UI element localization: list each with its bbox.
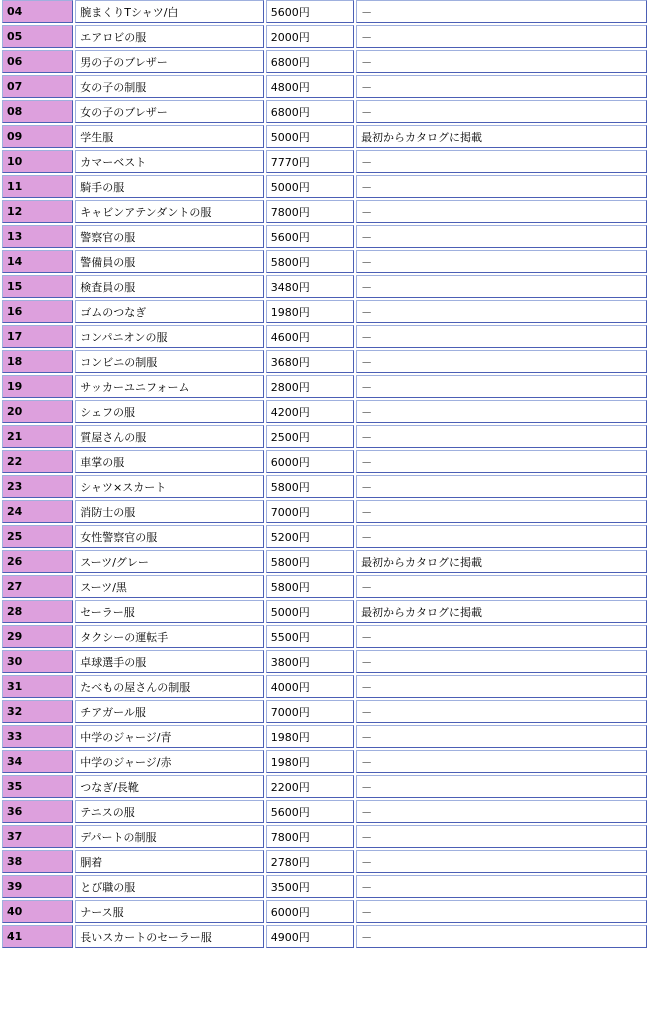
costume-price: 1980円 (266, 750, 354, 773)
table-row (2, 550, 647, 573)
row-number: 32 (2, 700, 73, 723)
row-number: 29 (2, 625, 73, 648)
table-row (2, 275, 647, 298)
costume-note: － (356, 925, 647, 948)
costume-price: 7000円 (266, 700, 354, 723)
costume-note: － (356, 725, 647, 748)
costume-price: 3500円 (266, 875, 354, 898)
table-row (2, 100, 647, 123)
row-number: 30 (2, 650, 73, 673)
costume-price: 3680円 (266, 350, 354, 373)
costume-price: 5600円 (266, 0, 354, 23)
costume-note: － (356, 900, 647, 923)
costume-price: 4800円 (266, 75, 354, 98)
costume-price: 6000円 (266, 450, 354, 473)
costume-note: － (356, 700, 647, 723)
costume-price: 6000円 (266, 900, 354, 923)
costume-price: 7800円 (266, 200, 354, 223)
costume-price: 3480円 (266, 275, 354, 298)
row-number: 08 (2, 100, 73, 123)
costume-name: 消防士の服 (75, 500, 264, 523)
costume-price: 5800円 (266, 575, 354, 598)
costume-name: つなぎ/長靴 (75, 775, 264, 798)
costume-note: － (356, 575, 647, 598)
costume-name: 車掌の服 (75, 450, 264, 473)
row-number: 04 (2, 0, 73, 23)
costume-price: 5500円 (266, 625, 354, 648)
costume-name: 腕まくりTシャツ/白 (75, 0, 264, 23)
costume-note: － (356, 750, 647, 773)
table-row (2, 575, 647, 598)
table-row (2, 125, 647, 148)
costume-name: 質屋さんの服 (75, 425, 264, 448)
table-row (2, 775, 647, 798)
row-number: 41 (2, 925, 73, 948)
row-number: 21 (2, 425, 73, 448)
costume-price: 2000円 (266, 25, 354, 48)
costume-name: 警察官の服 (75, 225, 264, 248)
costume-name: ゴムのつなぎ (75, 300, 264, 323)
row-number: 26 (2, 550, 73, 573)
costume-price: 6800円 (266, 100, 354, 123)
costume-note: － (356, 175, 647, 198)
costume-price: 2800円 (266, 375, 354, 398)
row-number: 15 (2, 275, 73, 298)
costume-name: キャビンアテンダントの服 (75, 200, 264, 223)
row-number: 09 (2, 125, 73, 148)
costume-name: 中学のジャージ/青 (75, 725, 264, 748)
costume-price: 7800円 (266, 825, 354, 848)
costume-name: テニスの服 (75, 800, 264, 823)
table-row (2, 450, 647, 473)
costume-note: － (356, 625, 647, 648)
table-row (2, 925, 647, 948)
table-row (2, 625, 647, 648)
costume-name: チアガール服 (75, 700, 264, 723)
table-row (2, 425, 647, 448)
costume-price: 4000円 (266, 675, 354, 698)
row-number: 36 (2, 800, 73, 823)
costume-name: ナース服 (75, 900, 264, 923)
costume-note: － (356, 225, 647, 248)
table-row (2, 375, 647, 398)
row-number: 35 (2, 775, 73, 798)
row-number: 12 (2, 200, 73, 223)
costume-name: セーラー服 (75, 600, 264, 623)
costume-name: コンパニオンの服 (75, 325, 264, 348)
costume-note: － (356, 675, 647, 698)
row-number: 07 (2, 75, 73, 98)
row-number: 27 (2, 575, 73, 598)
table-row (2, 675, 647, 698)
costume-price: 2780円 (266, 850, 354, 873)
costume-note: － (356, 275, 647, 298)
row-number: 28 (2, 600, 73, 623)
table-row (2, 725, 647, 748)
costume-note: － (356, 300, 647, 323)
costume-name: 胴着 (75, 850, 264, 873)
costume-name: 女性警察官の服 (75, 525, 264, 548)
costume-name: 女の子のブレザー (75, 100, 264, 123)
costume-note: － (356, 325, 647, 348)
costume-price: 7770円 (266, 150, 354, 173)
row-number: 18 (2, 350, 73, 373)
costume-name: 卓球選手の服 (75, 650, 264, 673)
costume-note: － (356, 650, 647, 673)
costume-note: － (356, 375, 647, 398)
costume-note: － (356, 475, 647, 498)
table-row (2, 875, 647, 898)
costume-price: 5200円 (266, 525, 354, 548)
costume-note: － (356, 500, 647, 523)
table-row (2, 900, 647, 923)
costume-note: － (356, 400, 647, 423)
costume-note: － (356, 0, 647, 23)
row-number: 20 (2, 400, 73, 423)
costume-note: － (356, 75, 647, 98)
costume-price: 5000円 (266, 175, 354, 198)
row-number: 05 (2, 25, 73, 48)
costume-price: 2500円 (266, 425, 354, 448)
costume-note: － (356, 825, 647, 848)
costume-note: － (356, 450, 647, 473)
costume-name: デパートの制服 (75, 825, 264, 848)
costume-name: コンビニの制服 (75, 350, 264, 373)
costume-note: － (356, 50, 647, 73)
row-number: 14 (2, 250, 73, 273)
table-row (2, 600, 647, 623)
row-number: 38 (2, 850, 73, 873)
costume-name: たべもの屋さんの制服 (75, 675, 264, 698)
costume-name: とび職の服 (75, 875, 264, 898)
table-row (2, 300, 647, 323)
costume-price: 5800円 (266, 250, 354, 273)
row-number: 10 (2, 150, 73, 173)
row-number: 37 (2, 825, 73, 848)
row-number: 11 (2, 175, 73, 198)
costume-name: 学生服 (75, 125, 264, 148)
costume-note: － (356, 875, 647, 898)
costume-price: 5600円 (266, 800, 354, 823)
costume-note: － (356, 200, 647, 223)
table-row (2, 350, 647, 373)
row-number: 34 (2, 750, 73, 773)
table-row (2, 150, 647, 173)
row-number: 22 (2, 450, 73, 473)
costume-note: － (356, 850, 647, 873)
costume-name: 中学のジャージ/赤 (75, 750, 264, 773)
row-number: 39 (2, 875, 73, 898)
costume-price: 7000円 (266, 500, 354, 523)
costume-name: 長いスカートのセーラー服 (75, 925, 264, 948)
costume-name: 騎手の服 (75, 175, 264, 198)
table-row (2, 325, 647, 348)
costume-note: 最初からカタログに掲載 (356, 125, 647, 148)
table-row (2, 225, 647, 248)
costume-price: 5800円 (266, 475, 354, 498)
costume-name: 女の子の制服 (75, 75, 264, 98)
costume-note: 最初からカタログに掲載 (356, 600, 647, 623)
costume-note: － (356, 775, 647, 798)
table-row (2, 500, 647, 523)
row-number: 16 (2, 300, 73, 323)
costume-price: 6800円 (266, 50, 354, 73)
costume-note: － (356, 150, 647, 173)
row-number: 25 (2, 525, 73, 548)
costume-note: － (356, 100, 647, 123)
table-row (2, 25, 647, 48)
costume-name: エアロビの服 (75, 25, 264, 48)
costume-price: 5000円 (266, 600, 354, 623)
row-number: 17 (2, 325, 73, 348)
costume-price: 3800円 (266, 650, 354, 673)
table-row (2, 650, 647, 673)
row-number: 06 (2, 50, 73, 73)
table-row (2, 525, 647, 548)
costume-name: スーツ/グレー (75, 550, 264, 573)
costume-name: シャツ×スカート (75, 475, 264, 498)
row-number: 33 (2, 725, 73, 748)
costume-price: 4900円 (266, 925, 354, 948)
costume-price: 5800円 (266, 550, 354, 573)
table-body (2, 0, 647, 948)
table-row (2, 0, 647, 23)
costume-name: 男の子のブレザー (75, 50, 264, 73)
costume-name: サッカーユニフォーム (75, 375, 264, 398)
table-row (2, 50, 647, 73)
table-row (2, 250, 647, 273)
costume-name: カマーベスト (75, 150, 264, 173)
table-row (2, 175, 647, 198)
costume-note: － (356, 350, 647, 373)
costume-note: 最初からカタログに掲載 (356, 550, 647, 573)
costume-note: － (356, 425, 647, 448)
costume-price: 4600円 (266, 325, 354, 348)
costume-name: 検査員の服 (75, 275, 264, 298)
costume-price: 5000円 (266, 125, 354, 148)
costume-price: 1980円 (266, 725, 354, 748)
table-row (2, 825, 647, 848)
costume-name: シェフの服 (75, 400, 264, 423)
costume-note: － (356, 250, 647, 273)
costume-note: － (356, 800, 647, 823)
costume-note: － (356, 25, 647, 48)
costume-name: 警備員の服 (75, 250, 264, 273)
row-number: 31 (2, 675, 73, 698)
row-number: 13 (2, 225, 73, 248)
table-row (2, 200, 647, 223)
costume-name: タクシーの運転手 (75, 625, 264, 648)
table-row (2, 850, 647, 873)
table-row (2, 475, 647, 498)
row-number: 23 (2, 475, 73, 498)
table-row (2, 400, 647, 423)
costume-price: 5600円 (266, 225, 354, 248)
costume-price: 2200円 (266, 775, 354, 798)
table-row (2, 700, 647, 723)
table-row (2, 75, 647, 98)
costume-price: 1980円 (266, 300, 354, 323)
table-row (2, 800, 647, 823)
costume-note: － (356, 525, 647, 548)
table-row (2, 750, 647, 773)
row-number: 19 (2, 375, 73, 398)
costume-price: 4200円 (266, 400, 354, 423)
row-number: 40 (2, 900, 73, 923)
row-number: 24 (2, 500, 73, 523)
costume-name: スーツ/黒 (75, 575, 264, 598)
